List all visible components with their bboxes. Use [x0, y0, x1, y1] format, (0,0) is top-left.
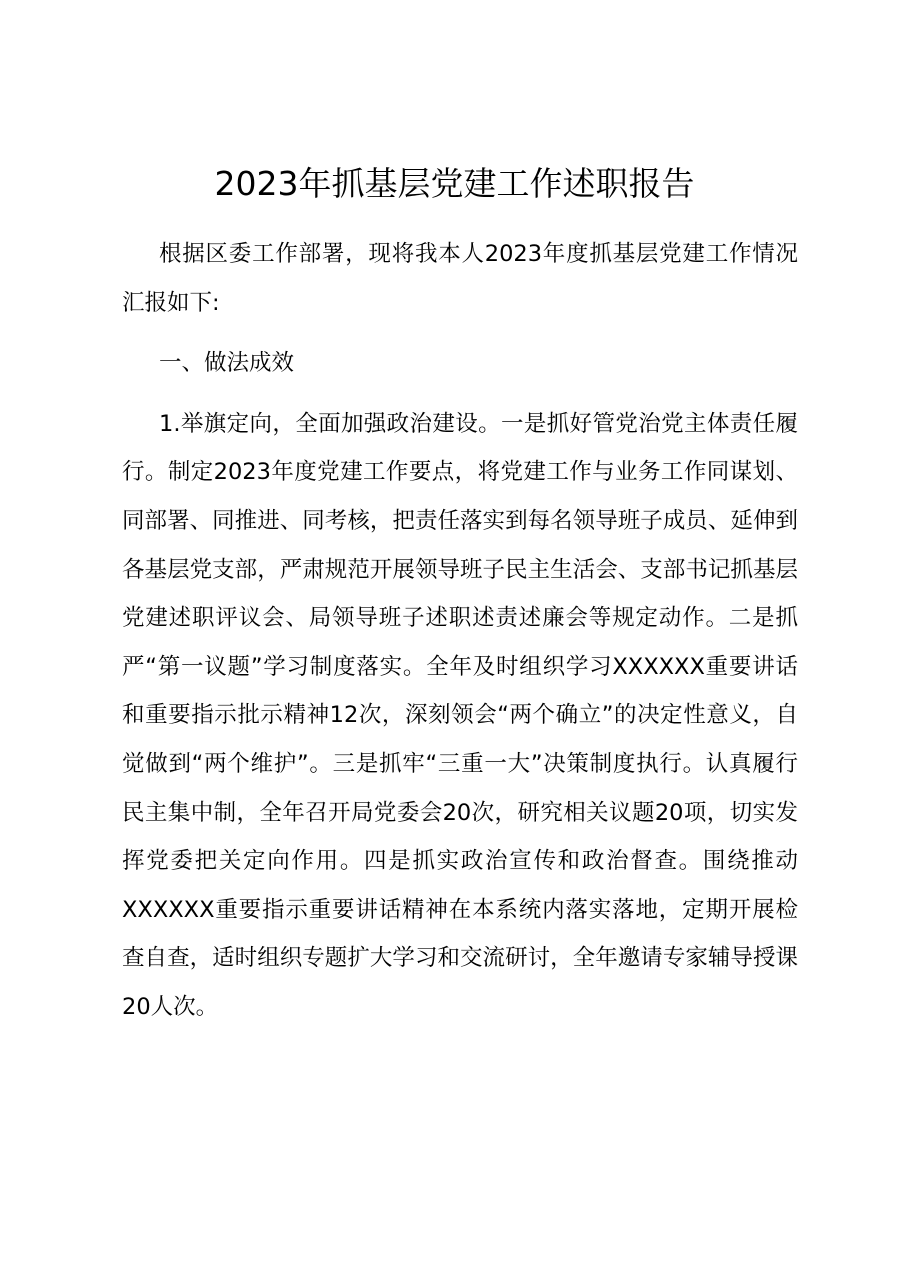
document-body [122, 230, 798, 1032]
intro-paragraph: 根据区委工作部署，现将我本人2023年度抓基层党建工作情况汇报如下: [122, 241, 798, 316]
section-heading: 一、做法成效 [159, 350, 295, 377]
document-title: 2023年抓基层党建工作述职报告 [214, 164, 695, 203]
body-paragraph: 1.举旗定向，全面加强政治建设。一是抓好管党治党主体责任履行。制定2023年度党建工作要点，将党建工作与业务工作同谋划、同部署、同推进、同考核，把责任落实到每名领导班子成员、延伸到各基层党支部，严肃规范开展领导班子民主生活会、支部书记抓基层党建述职评议会、局领导班子述职述责述廉会等规定动作。二是抓严“第一议题”学习制度落实。全年及时组织学习XXXXXX重要讲话和重要指示批示精神12次，深刻领会“两个确立”的决定性意义，自觉做到“两个维护”。三是抓牢“三重一大”决策制度执行。认真履行民主集中制，全年召开局党委会20次，研究相关议题20项，切实发挥党委把关定向作用。四是抓实政治宣传和政治督查。围绕推动XXXXXX重要指示重要讲话精神在本系统内落实落地，定期开展检查自查，适时组织专题扩大学习和交流研讨，全年邀请专家辅导授课20人次。 [122, 410, 798, 1020]
